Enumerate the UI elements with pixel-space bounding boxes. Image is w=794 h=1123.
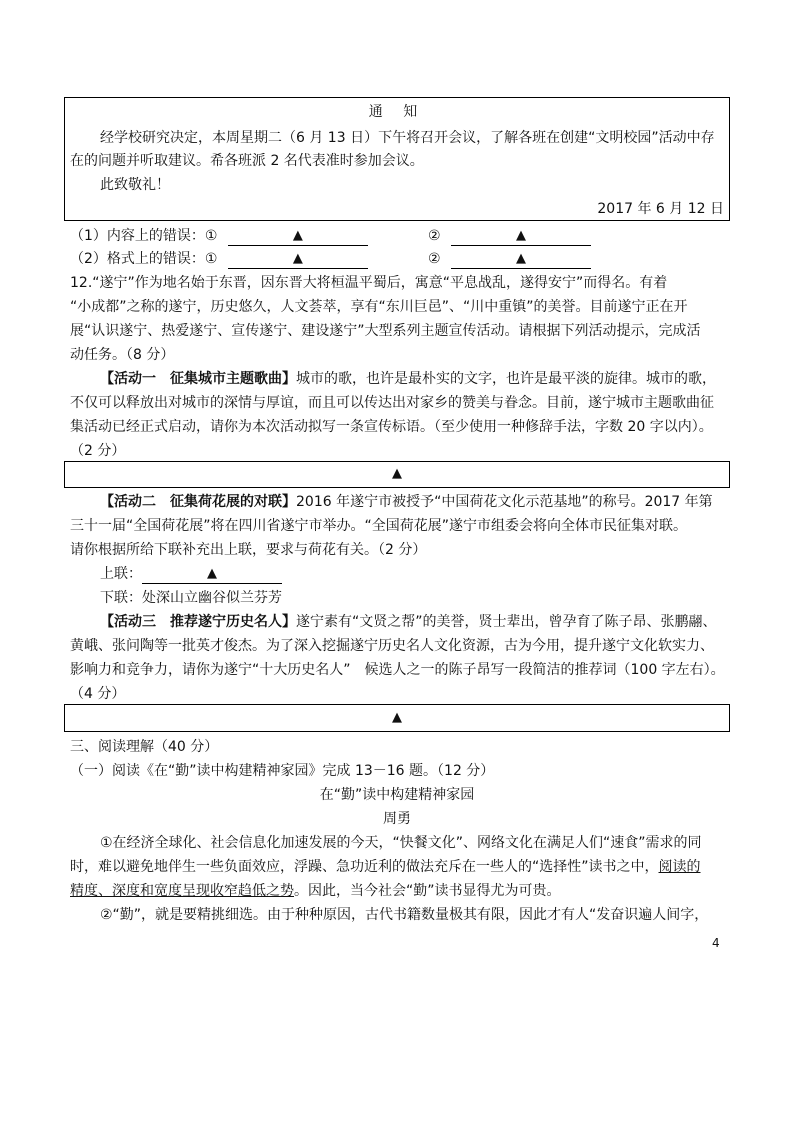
article-author: 周勇 xyxy=(383,811,411,827)
upper-couplet-row xyxy=(100,564,282,584)
para1-line1: ①在经济全球化、社会信息化加速发展的今天，“快餐文化”、网络文化在满足人们“速食”需求的同 xyxy=(100,835,702,851)
para1-underlined-phrase: 精度、深度和宽度呈现收窄趋低之势 xyxy=(70,883,294,899)
section3-heading: 三、阅读理解（40 分） xyxy=(70,739,219,755)
lower-couplet: 下联：处深山立幽谷似兰芬芳 xyxy=(100,590,282,606)
format-error-blank-1-marker: ▲ xyxy=(292,251,303,266)
notice-greeting: 此致敬礼！ xyxy=(100,177,170,193)
content-error-row xyxy=(70,226,368,246)
section3-sub: （一）阅读《在“勤”读中构建精神家园》完成 13－16 题。（12 分） xyxy=(70,763,495,779)
activity3-line1 xyxy=(100,612,717,632)
format-error-blank-2-marker: ▲ xyxy=(516,251,527,266)
activity1-line1 xyxy=(100,369,716,389)
activity2-text1: 2016 年遂宁市被授予“中国荷花文化示范基地”的称号。2017 年第 xyxy=(296,494,713,510)
q12-line4: 动任务。（8 分） xyxy=(70,347,175,363)
article-title: 在“勤”读中构建精神家园 xyxy=(319,787,475,803)
para1-line2-text: 时，难以避免地伴生一些负面效应，浮躁、急功近利的做法充斥在一些人的“选择性”读书之中， xyxy=(70,859,659,875)
format-error-blank-1[interactable] xyxy=(228,249,368,269)
activity2-heading: 【活动二 征集荷花展的对联】 xyxy=(100,494,296,510)
activity1-text1: 城市的歌，也许是最朴实的文字，也许是最平淡的旋律。城市的歌， xyxy=(296,371,716,387)
content-error-row-2 xyxy=(428,226,591,246)
activity1-heading: 【活动一 征集城市主题歌曲】 xyxy=(100,371,296,387)
activity3-score: （4 分） xyxy=(70,686,126,702)
upper-couplet-marker: ▲ xyxy=(207,566,217,581)
activity3-line3: 影响力和竞争力，请你为遂宁“十大历史名人” 候选人之一的陈子昂写一段简洁的推荐词（100 字左右）。 xyxy=(70,662,725,678)
notice-line2: 在的问题并听取建议。希各班派 2 名代表准时参加会议。 xyxy=(70,153,424,169)
upper-couplet-label: 上联： xyxy=(100,566,142,582)
activity1-line3: 集活动已经正式启动，请你为本次活动拟写一条宣传标语。（至少使用一种修辞手法，字数 20 字以内）。 xyxy=(70,419,713,435)
content-error-blank-1-marker: ▲ xyxy=(292,228,303,243)
activity3-line2: 黄峨、张问陶等一批英才俊杰。为了深入挖掘遂宁历史名人文化资源，古为今用，提升遂宁文化软实力、 xyxy=(70,638,714,654)
q12-line3: 展“认识遂宁、热爱遂宁、宣传遂宁、建设遂宁”大型系列主题宣传活动。请根据下列活动提示，完成活 xyxy=(70,323,701,339)
format-error-row-2 xyxy=(428,249,591,269)
format-error-second-label: ② xyxy=(428,251,441,267)
activity2-line3: 请你根据所给下联补充出上联，要求与荷花有关。（2 分） xyxy=(70,542,427,558)
notice-line1: 经学校研究决定，本周星期二（6 月 13 日）下午将召开会议，了解各班在创建“文明校园”活动中存 xyxy=(100,130,715,146)
activity2-line2: 三十一届“全国荷花展”将在四川省遂宁市举办。“全国荷花展”遂宁市组委会将向全体市民征集对联。 xyxy=(70,518,688,534)
format-error-blank-2[interactable] xyxy=(451,249,591,269)
content-error-blank-2[interactable] xyxy=(451,226,591,246)
content-error-second-label: ② xyxy=(428,228,441,244)
q12-line2: “小成都”之称的遂宁，历史悠久，人文荟萃，享有“东川巨邑”、“川中重镇”的美誉。目前遂宁正在开 xyxy=(70,299,688,315)
notice-date: 2017 年 6 月 12 日 xyxy=(597,201,724,217)
para2-line1: ②“勤”，就是要精挑细选。由于种种原因，古代书籍数量极其有限，因此才有人“发奋识遍人间字， xyxy=(100,907,709,923)
para1-line3-text: 。因此，当今社会“勤”读书显得尤为可贵。 xyxy=(294,883,561,899)
para1-underlined-start: 阅读的 xyxy=(658,859,701,875)
para1-line2 xyxy=(70,857,701,877)
para1-line3 xyxy=(70,881,561,901)
activity3-text1: 遂宁素有“文贤之帮”的美誉，贤士辈出，曾孕育了陈子昂、张鹏翮、 xyxy=(296,614,717,630)
activity1-line2: 不仅可以释放出对城市的深情与厚谊，而且可以传达出对家乡的赞美与眷念。目前，遂宁城市主题歌曲征 xyxy=(70,395,714,411)
content-error-blank-1[interactable] xyxy=(228,226,368,246)
activity3-answer-marker: ▲ xyxy=(392,710,402,725)
format-error-label: （2）格式上的错误：① xyxy=(70,251,218,267)
content-error-blank-2-marker: ▲ xyxy=(516,228,527,243)
activity2-line1 xyxy=(100,492,713,512)
notice-title: 通 知 xyxy=(368,104,426,120)
format-error-row xyxy=(70,249,368,269)
q12-line1: 12.“遂宁”作为地名始于东晋，因东晋大将桓温平蜀后，寓意“平息战乱，遂得安宁”而得名。有着 xyxy=(70,275,668,291)
activity3-heading: 【活动三 推荐遂宁历史名人】 xyxy=(100,614,296,630)
upper-couplet-blank[interactable] xyxy=(142,564,282,584)
activity1-score: （2 分） xyxy=(70,443,126,459)
activity1-answer-marker: ▲ xyxy=(392,466,402,481)
page-number: 4 xyxy=(712,936,720,950)
content-error-label: （1）内容上的错误：① xyxy=(70,228,218,244)
